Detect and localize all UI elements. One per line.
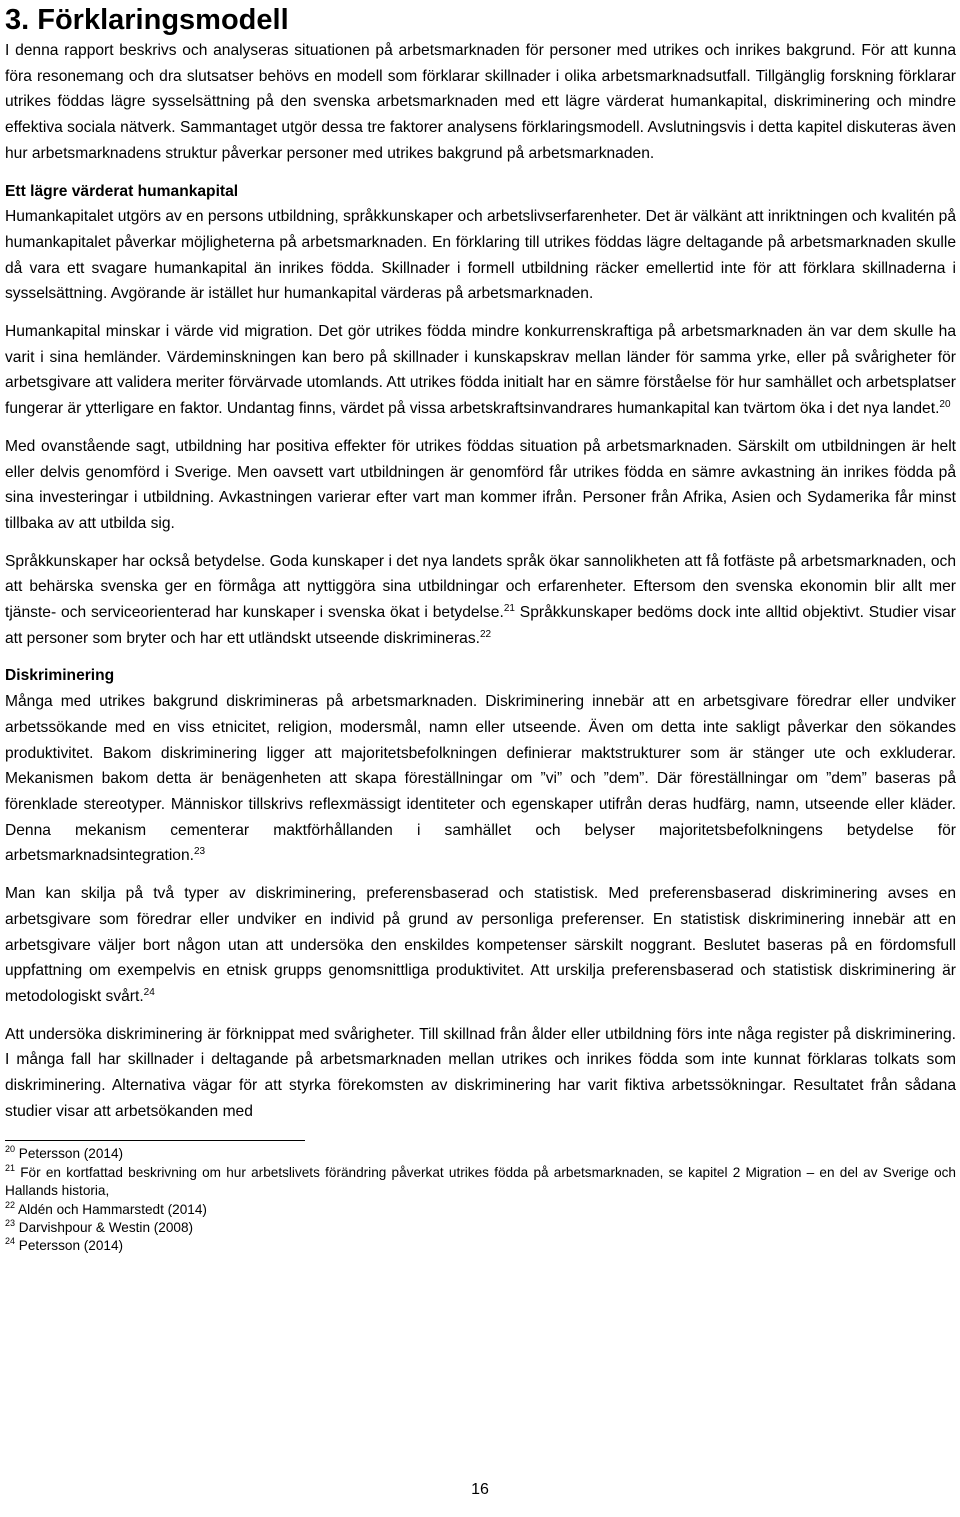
footnote: $^{22}$ Aldén och Hammarstedt (2014) <box>5 1199 207 1217</box>
spacer <box>5 422 956 434</box>
footnote: $^{21}$ För en kortfattad beskrivning om hur arbetslivets förändring påverkat utrikes födda på arbetsmarknaden, se kapitel 2 Migration – en del av Sverige och Hallands historia, <box>5 1162 956 1199</box>
humankapital-paragraph-4: Språkkunskaper har också betydelse. Goda kunskaper i det nya landets språk ökar sannolikheten att få fotfäste på arbetsmarknaden, och att behärska svenska ger en förmåga att nyttiggöra sina utbildningar och erfarenheter. Eftersom den svenska ekonomin blir allt mer tjänste- och serviceorienterad har kunskaper i svenska ökat i betydelse.$^{21}$ Språkkunskaper bedöms dock inte alltid objektivt. Studier visar att personer som bryter och har ett utländskt utseende diskrimineras.$^{22}$ <box>5 552 956 647</box>
intro-paragraph: I denna rapport beskrivs och analyseras situationen på arbetsmarknaden för personer med utrikes och inrikes bakgrund. För att kunna föra resonemang och dra slutsatser behövs en modell som förklarar skillnader i olika arbetsmarknadsutfall. Tillgänglig forskning förklarar utrikes föddas lägre sysselsättning på den svenska arbetsmarknaden med ett lägre värderat humankapital, diskriminering och mindre effektiva sociala nätverk. Sammantaget utgör dessa tre faktorer analysens förklaringsmodell. Avslutningsvis i detta kapitel diskuteras även hur arbetsmarknadens struktur påverkar personer med utrikes bakgrund på arbetsmarknaden. <box>5 42 956 162</box>
spacer <box>5 1010 956 1022</box>
humankapital-paragraph-3: Med ovanstående sagt, utbildning har positiva effekter för utrikes föddas situation på arbetsmarknaden. Särskilt om utbildningen är helt eller delvis genomförd i Sverige. Men oavsett vart utbildningen är genomförd får utrikes födda en sämre avkastning än inrikes födda på sina investeringar i utbildning. Avkastningen varierar efter vart man kommer ifrån. Personer från Afrika, Asien och Sydamerika får minst tillbaka av att utbilda sig. <box>5 437 956 532</box>
footnote-ref-22[interactable]: 22 <box>479 628 492 640</box>
footnote: $^{24}$ Petersson (2014) <box>5 1236 124 1254</box>
footnote-ref-24[interactable]: 24 <box>143 986 155 998</box>
footnote: $^{23}$ Darvishpour & Westin (2008) <box>5 1218 194 1236</box>
diskriminering-paragraph-2: Man kan skilja på två typer av diskriminering, preferensbaserad och statistisk. Med preferensbaserad diskriminering avses en arbetsgivare som föredrar eller undviker en individ på grund av personliga preferenser. En statistisk diskriminering innebär att en arbetsgivare väljer bort någon utan att undersöka den enskildes kompetenser särskilt noggrant. Beslutet baseras på en fördomsfull uppfattning om exempelvis en etnisk grupps genomsnittliga produktivitet. Att urskilja preferensbaserad och statistisk diskriminering är metodologiskt svårt.$^{24}$ <box>5 885 956 1005</box>
section-title-humankapital: Ett lägre värderat humankapital <box>5 182 239 200</box>
footnote-divider <box>5 1140 305 1141</box>
spacer <box>5 167 956 179</box>
footnote-ref-23[interactable]: 23 <box>193 846 206 858</box>
spacer <box>5 869 956 881</box>
footnote-ref-20[interactable]: 20 <box>939 399 951 411</box>
footnote: $^{20}$ Petersson (2014) <box>5 1144 124 1162</box>
footnote-ref-21[interactable]: 21 <box>503 603 515 615</box>
footnotes <box>5 1145 956 1255</box>
spacer <box>5 651 956 663</box>
chapter-heading: 3. Förklaringsmodell <box>5 4 289 36</box>
section-title-diskriminering: Diskriminering <box>5 667 115 685</box>
spacer <box>5 537 956 549</box>
document-page <box>5 0 956 1256</box>
spacer <box>5 307 956 319</box>
diskriminering-paragraph-3: Att undersöka diskriminering är förknippat med svårigheter. Till skillnad från ålder eller utbildning förs inte någa register på diskriminering. I många fall har skillnader i deltagande på arbetsmarknaden mellan utrikes och inrikes födda som inte kunnat förklaras tolkats som diskriminering. Alternativa vägar för att styrka förekomsten av diskriminering har varit fiktiva arbetssökningar. Resultatet från sådana studier visar att arbetsökanden med <box>5 1025 956 1120</box>
humankapital-paragraph-1: Humankapitalet utgörs av en persons utbildning, språkkunskaper och arbetslivserfarenheter. Det är välkänt att inriktningen och kvalitén på humankapitalet påverkar möjligheterna på arbetsmarknaden. En förklaring till utrikes föddas lägre deltagande på arbetsmarknaden skulle då vara ett svagare humankapital än inrikes födda. Skillnader i formell utbildning räcker emellertid inte för att förklara skillnaderna i sysselsättning. Avgörande är istället hur humankapital värderas på arbetsmarknaden. <box>5 208 956 303</box>
diskriminering-paragraph-1: Många med utrikes bakgrund diskrimineras på arbetsmarknaden. Diskriminering innebär att en arbetsgivare föredrar eller undviker arbetssökande med en viss etnicitet, religion, modersmål, namn eller utseende. Även om detta inte sakligt påverkar den sökandes produktivitet. Bakom diskriminering ligger att majoritetsbefolkningen definierar maktstrukturer som är stänger ute och exkluderar. Mekanismen bakom detta är benägenheten att skapa föreställningar om ”vi” och ”dem”. Där föreställningar om ”dem” baseras på förenklade stereotyper. Människor tillskrivs reflexmässigt identiteter och egenskaper utifrån deras hudfärg, namn, utseende eller kläder. Denna mekanism cementerar maktförhållanden i samhället och belyser majoritetsbefolkningens betydelse för arbetsmarknadsintegration.$^{23}$ <box>5 693 956 865</box>
humankapital-paragraph-2: Humankapital minskar i värde vid migration. Det gör utrikes födda mindre konkurrenskraftiga på arbetsmarknaden än var dem skulle ha varit i sina hemländer. Värdeminskningen kan bero på skillnader i kunskapskrav mellan länder för samma yrke, eller på svårigheter för arbetsgivare att validera meriter förvärvade utomlands. Att utrikes födda initialt har en sämre förståelse för hur samhället och arbetsplatser fungerar är ytterligare en faktor. Undantag finns, värdet på vissa arbetskraftsinvandrares humankapital kan tvärtom öka i det nya landet.$^{20}$ <box>5 323 956 418</box>
page-number: 16 <box>471 1481 489 1498</box>
